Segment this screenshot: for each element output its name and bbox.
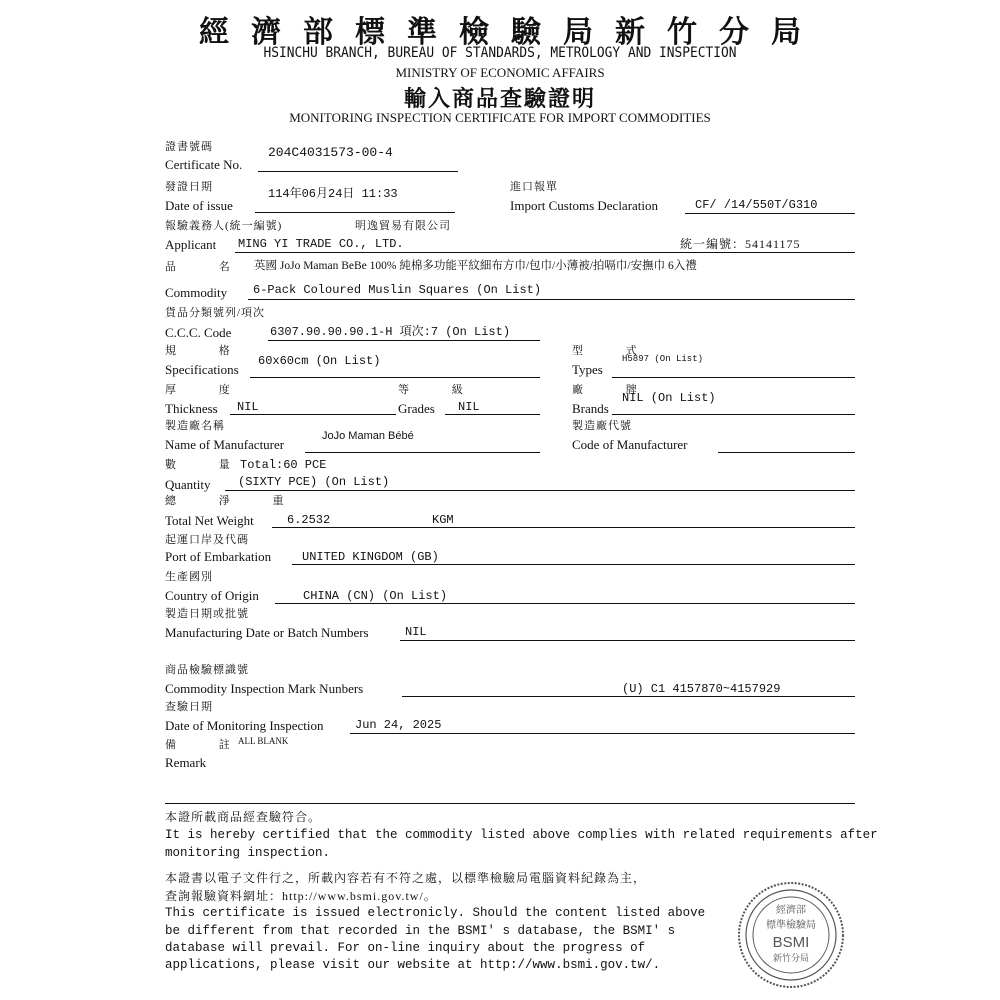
brands-value: NIL (On List) bbox=[622, 391, 716, 405]
electronic-note-cn-1: 本證書以電子文件行之，所載內容若有不符之處，以標準檢驗局電腦資料紀錄為主， bbox=[165, 871, 647, 885]
date-of-issue-label-en: Date of issue bbox=[165, 198, 233, 213]
mfg-date-line bbox=[400, 640, 855, 641]
manufacturer-code-label-cn: 製造廠代號 bbox=[572, 420, 632, 432]
inspection-date-label-en: Date of Monitoring Inspection bbox=[165, 718, 324, 733]
commodity-line bbox=[248, 299, 855, 300]
certification-divider bbox=[165, 803, 855, 804]
manufacturer-label-en: Name of Manufacturer bbox=[165, 437, 285, 452]
applicant-line bbox=[235, 252, 855, 253]
inspection-date-label-cn: 查驗日期 bbox=[165, 701, 213, 713]
quantity-line bbox=[225, 490, 855, 491]
quantity-label-cn: 數 量 bbox=[165, 459, 250, 471]
commodity-label-cn: 品 名 bbox=[165, 261, 250, 273]
grades-line bbox=[445, 414, 540, 415]
quantity-value-2: (SIXTY PCE) (On List) bbox=[238, 475, 390, 489]
ministry-name: MINISTRY OF ECONOMIC AFFAIRS bbox=[395, 65, 605, 80]
grades-label-cn: 等 級 bbox=[398, 384, 483, 396]
port-value: UNITED KINGDOM (GB) bbox=[302, 550, 439, 564]
applicant-label-cn: 報驗義務人(統一編號) bbox=[165, 220, 283, 232]
net-weight-line bbox=[272, 527, 855, 528]
specifications-label-cn: 規 格 bbox=[165, 345, 250, 357]
manufacturer-value: JoJo Maman Bébé bbox=[322, 430, 414, 442]
certificate-no-value: 204C4031573-00-4 bbox=[268, 145, 393, 160]
ccc-code-label-en: C.C.C. Code bbox=[165, 325, 232, 340]
thickness-line bbox=[230, 414, 396, 415]
certification-text-cn: 本證所載商品經查驗符合。 bbox=[165, 810, 322, 824]
thickness-label-en: Thickness bbox=[165, 401, 218, 416]
remark-label-en: Remark bbox=[165, 755, 207, 770]
types-label-cn: 型 式 bbox=[572, 345, 657, 357]
applicant-value-cn: 明逸貿易有限公司 bbox=[355, 220, 451, 232]
certification-text-en-1: It is hereby certified that the commodity listed above complies with related requirements after bbox=[165, 828, 878, 842]
certificate-no-line bbox=[258, 171, 458, 172]
mfg-date-label-en: Manufacturing Date or Batch Numbers bbox=[165, 625, 369, 640]
manufacturer-code-label-en: Code of Manufacturer bbox=[572, 437, 688, 452]
mark-numbers-line bbox=[402, 696, 855, 697]
applicant-label-en: Applicant bbox=[165, 237, 217, 252]
mark-numbers-label-cn: 商品檢驗標識號 bbox=[165, 664, 249, 676]
electronic-note-en-3: database will prevail. For on-line inquiry about the progress of bbox=[165, 941, 646, 955]
applicant-value: MING YI TRADE CO., LTD. bbox=[238, 237, 404, 251]
origin-label-cn: 生產國別 bbox=[165, 571, 213, 583]
grades-value: NIL bbox=[458, 400, 480, 414]
quantity-label-en: Quantity bbox=[165, 477, 211, 492]
electronic-note-en-2: be different from that recorded in the BSMI' s database, the BSMI' s bbox=[165, 924, 676, 938]
net-weight-label-en: Total Net Weight bbox=[165, 513, 254, 528]
specifications-label-en: Specifications bbox=[165, 362, 239, 377]
certificate-title-cn: 輸入商品查驗證明 bbox=[403, 86, 596, 111]
port-label-en: Port of Embarkation bbox=[165, 549, 272, 564]
commodity-value-cn: 英國 JoJo Maman BeBe 100% 純棉多功能平紋細布方巾/包巾/小薄被/拍嗝巾/安撫巾 6入禮 bbox=[254, 260, 697, 272]
seal-line-2: 標準檢驗局 bbox=[766, 920, 816, 931]
specifications-value: 60x60cm (On List) bbox=[258, 354, 381, 368]
seal-line-1: 經濟部 bbox=[776, 905, 806, 916]
manufacturer-line bbox=[305, 452, 540, 453]
brands-label-en: Brands bbox=[572, 401, 609, 416]
certificate-no-label-cn: 證書號碼 bbox=[165, 141, 213, 153]
bureau-title-en: HSINCHU BRANCH, BUREAU OF STANDARDS, METROLOGY AND INSPECTION bbox=[263, 45, 737, 61]
certification-text-en-2: monitoring inspection. bbox=[165, 846, 331, 860]
mfg-date-label-cn: 製造日期或批號 bbox=[165, 608, 249, 620]
commodity-label-en: Commodity bbox=[165, 285, 228, 300]
import-customs-value: CF/ /14/550T/G310 bbox=[695, 198, 818, 212]
inspection-date-value: Jun 24, 2025 bbox=[355, 718, 442, 732]
brands-label-cn: 廠 牌 bbox=[572, 384, 657, 396]
electronic-note-en-1: This certificate is issued electronicly. Should the content listed above bbox=[165, 906, 706, 920]
mfg-date-value: NIL bbox=[405, 625, 427, 639]
specifications-line bbox=[250, 377, 540, 378]
mark-numbers-label-en: Commodity Inspection Mark Nunbers bbox=[165, 681, 364, 696]
manufacturer-code-line bbox=[718, 452, 855, 453]
net-weight-label-cn: 總 淨 重 bbox=[165, 495, 304, 507]
types-line bbox=[612, 377, 855, 378]
net-weight-value: 6.2532 bbox=[287, 513, 331, 527]
origin-value: CHINA (CN) (On List) bbox=[303, 589, 448, 603]
ccc-code-value: 6307.90.90.90.1-H 項次:7 (On List) bbox=[270, 325, 511, 339]
thickness-label-cn: 厚 度 bbox=[165, 384, 250, 396]
thickness-value: NIL bbox=[237, 400, 259, 414]
brands-line bbox=[612, 414, 855, 415]
import-customs-label-en: Import Customs Declaration bbox=[510, 198, 659, 213]
bsmi-seal bbox=[736, 880, 846, 990]
remark-label-cn: 備 註 bbox=[165, 739, 250, 751]
ccc-code-label-cn: 貨品分類號列/項次 bbox=[165, 307, 266, 319]
port-label-cn: 起運口岸及代碼 bbox=[165, 534, 249, 546]
electronic-note-cn-2: 查詢報驗資料網址：http://www.bsmi.gov.tw/。 bbox=[165, 889, 437, 903]
date-of-issue-label-cn: 發證日期 bbox=[165, 181, 213, 193]
origin-label-en: Country of Origin bbox=[165, 588, 259, 603]
types-label-en: Types bbox=[572, 362, 603, 377]
quantity-value: Total:60 PCE bbox=[240, 458, 327, 472]
electronic-note-en-4: applications, please visit our website at http://www.bsmi.gov.tw/. bbox=[165, 958, 661, 972]
seal-line-4: 新竹分局 bbox=[772, 954, 810, 964]
date-of-issue-value: 114年06月24日 11:33 bbox=[268, 187, 398, 201]
mark-numbers-value: (U) C1 4157870~4157929 bbox=[622, 682, 781, 696]
types-value: H5897 (On List) bbox=[622, 354, 704, 364]
origin-line bbox=[275, 603, 855, 604]
port-line bbox=[292, 564, 855, 565]
ccc-code-line bbox=[268, 340, 540, 341]
certificate-no-label-en: Certificate No. bbox=[165, 157, 243, 172]
bureau-title-cn: 經濟部標準檢驗局新竹分局 bbox=[199, 16, 823, 49]
import-customs-label-cn: 進口報單 bbox=[510, 181, 558, 193]
remark-value: ALL BLANK bbox=[238, 736, 289, 746]
certificate-title-en: MONITORING INSPECTION CERTIFICATE FOR IMPORT COMMODITIES bbox=[289, 110, 711, 125]
grades-label-en: Grades bbox=[398, 401, 435, 416]
manufacturer-label-cn: 製造廠名稱 bbox=[165, 420, 225, 432]
applicant-tax-id: 統一編號：54141175 bbox=[680, 237, 801, 251]
date-of-issue-line bbox=[255, 212, 455, 213]
import-customs-line bbox=[685, 213, 855, 214]
commodity-value: 6-Pack Coloured Muslin Squares (On List) bbox=[253, 283, 542, 297]
net-weight-unit: KGM bbox=[432, 513, 454, 527]
inspection-date-line bbox=[350, 733, 855, 734]
seal-line-3: BSMI bbox=[772, 934, 810, 951]
